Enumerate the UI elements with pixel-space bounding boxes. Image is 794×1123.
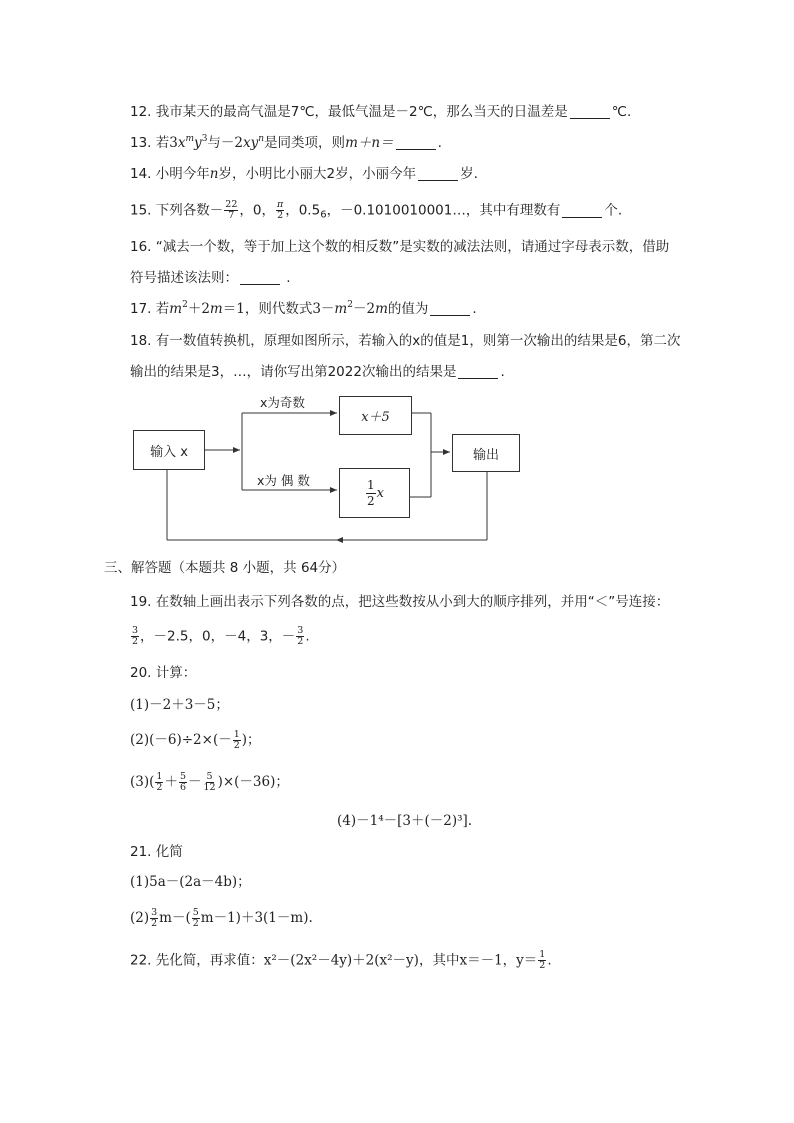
fraction: $\frac{5}{2}$ [192,907,199,929]
output-box: 输出 [452,434,520,472]
question-number: 19. [130,594,152,610]
question-19: 19. 在数轴上画出表示下列各数的点，把这些数按从小到大的顺序排列，并用“＜”号连接： [130,594,670,610]
question-number: 15. [130,202,152,219]
math-term: $-2xy^n$ [220,134,265,151]
repeating-digit: 6 [320,209,327,221]
math-equation: $m^2+2m=1$ [169,300,245,317]
fraction-half: $\frac{1}{2}$ [367,477,375,508]
question-number: 14. [130,166,152,182]
question-16: 16. “减去一个数，等于加上这个数的相反数”是实数的减法法则，请通过字母表示数，借助 [130,239,670,255]
fraction: $\frac{1}{2}$ [539,949,546,971]
fraction: $\frac{3}{2}$ [132,625,139,647]
fraction: $\frac{3}{2}$ [151,907,158,929]
question-text: ℃. [611,104,632,120]
math-expression: x²－(2x²－4y)＋2(x²－y) [263,952,419,969]
question-18-line2: 输出的结果是3，…，请你写出第2022次输出的结果是 . [130,364,505,380]
fraction: $\frac{1}{2}$ [233,729,240,751]
odd-condition-label: x为奇数 [260,395,305,410]
odd-operation-box: x＋5 [339,396,412,435]
question-13: 13. 若$3x^my^3$与$-2xy^n$是同类项，则m＋n＝ . [130,134,442,151]
question-18: 18. 有一数值转换机，原理如图所示，若输入的x的值是1，则第一次输出的结果是6，第二次 [130,333,681,349]
even-operation-box: $\frac{1}{2}$ x [339,468,410,518]
question-21-title: 21. 化简 [130,844,183,860]
question-text: 我市某天的最高气温是7℃，最低气温是－2℃，那么当天的日温差是 [155,104,568,120]
fraction: $\frac{1}{2}$ [156,771,163,793]
fraction: $\frac{3}{2}$ [297,625,304,647]
question-20-part1: (1)－2＋3－5； [130,697,229,713]
question-number: 22. [130,952,152,969]
question-20-part2: (2)(－6)÷2×(－ $\frac{1}{2}$ )； [130,729,261,751]
question-17: 17. 若$m^2+2m=1$，则代数式$3-m^2-2m$的值为 . [130,300,477,317]
question-21-part1: (1)5a－(2a－4b)； [130,874,251,890]
math-term: $3x^my^3$ [169,134,208,151]
section-heading: 三、解答题（本题共 8 小题，共 64分） [104,560,346,576]
question-20-part4: (4)－1⁴－[3＋(－2)³]. [337,813,473,829]
input-box: 输入 x [133,430,205,470]
question-22: 22. 先化简，再求值：x²－(2x²－4y)＋2(x²－y)，其中x＝－1，y＝ $\frac{1}{2}$ . [130,949,552,971]
fraction: $\frac{\pi}{2}$ [276,199,284,221]
fraction: $\frac{22}{7}$ [225,199,238,221]
even-condition-label: x为 偶 数 [257,473,310,488]
question-19-numbers: $\frac{3}{2}$ ，－2.5，0，－4，3，－ $\frac{3}{2}$ . [132,625,310,647]
math-expression: $3-m^2-2m$ [312,300,388,317]
question-20-title: 20. 计算： [130,665,197,681]
question-14: 14. 小明今年n岁，小明比小丽大2岁，小丽今年 岁. [130,166,478,182]
question-number: 18. [130,333,152,349]
fraction: $\frac{5}{12}$ [203,771,216,793]
question-21-part2: (2) $\frac{3}{2}$ m－( $\frac{5}{2}$ m－1)＋3(1－m). [130,907,313,929]
question-20-part3: (3)( $\frac{1}{2}$ ＋ $\frac{5}{6}$ － $\frac{5}{12}$ )×(－36)； [130,771,289,793]
question-number: 17. [130,301,152,317]
question-number: 13. [130,135,152,151]
question-16-line2: 符号描述该法则： . [130,270,291,286]
question-15: 15. 下列各数－ $\frac{22}{7}$ ，0， $\frac{\pi}{2}$ ，$0.5_6$，－0.1010010001…，其中有理数有 个. [130,199,623,221]
question-number: 12. [130,104,152,120]
question-number: 16. [130,239,152,255]
fraction: $\frac{5}{6}$ [179,771,186,793]
